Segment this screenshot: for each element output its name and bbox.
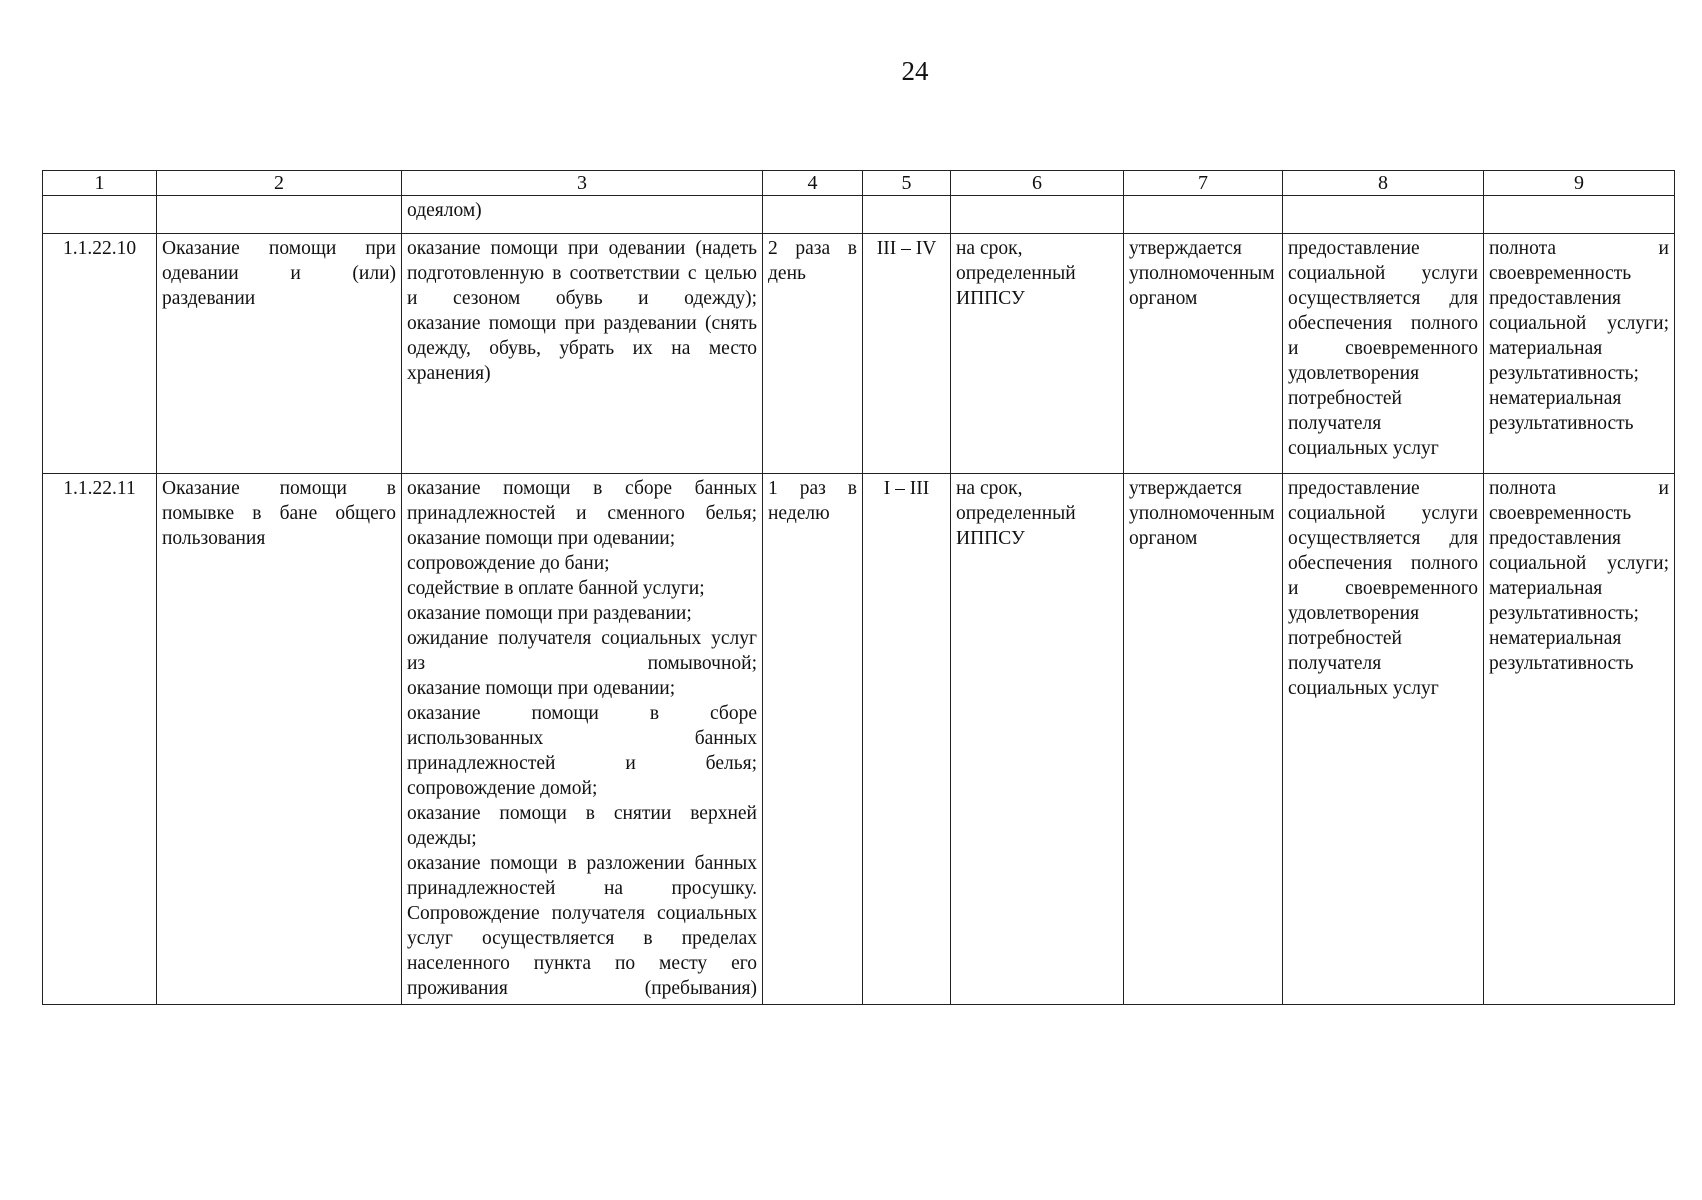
description-line: Сопровождение получателя социальных услуг осуществляется в пределах населенного пункта по месту его проживания (пребывания)	[407, 903, 757, 999]
service-conditions: предоставление социальной услуги осуществляется для обеспечения полного и своевременного удовлетворения потребностей получателя социальных услуг	[1283, 474, 1484, 1005]
tariff-approval: утверждается уполномоченным органом	[1124, 474, 1283, 1005]
table-row	[43, 234, 1675, 474]
service-frequency: 1 раз в неделю	[763, 474, 863, 1005]
service-code: 1.1.22.11	[43, 474, 157, 1005]
description-line: ожидание получателя социальных услуг из помывочной;	[407, 628, 757, 674]
cell-empty	[1124, 196, 1283, 234]
tariff-approval: утверждается уполномоченным органом	[1124, 234, 1283, 474]
cell-empty	[157, 196, 402, 234]
description-line: оказание помощи при раздевании (снять одежду, обувь, убрать их на место хранения)	[407, 313, 757, 384]
cell-empty	[1484, 196, 1675, 234]
recipient-group: III – IV	[863, 234, 951, 474]
description-line: сопровождение до бани;	[407, 553, 610, 574]
service-name: Оказание помощи в помывке в бане общего пользования	[157, 474, 402, 1005]
quality-indicators: полнота и своевременность предоставления социальной услуги; материальная результативность; нематериальная результативность	[1484, 234, 1675, 474]
service-code: 1.1.22.10	[43, 234, 157, 474]
continuation-row	[43, 196, 1675, 234]
cell-empty	[1283, 196, 1484, 234]
service-description	[402, 234, 763, 474]
service-name: Оказание помощи при одевании и (или) раздевании	[157, 234, 402, 474]
description-line: содействие в оплате банной услуги;	[407, 578, 705, 599]
column-number: 1	[43, 171, 157, 196]
description-line: оказание помощи в разложении банных принадлежностей на просушку.	[407, 853, 757, 899]
description-line: оказание помощи при одевании;	[407, 528, 676, 549]
recipient-group: I – III	[863, 474, 951, 1005]
column-number: 6	[951, 171, 1124, 196]
cell-empty	[43, 196, 157, 234]
column-number: 3	[402, 171, 763, 196]
continuation-description: одеялом)	[402, 196, 763, 234]
services-table	[42, 170, 1675, 1005]
column-number: 9	[1484, 171, 1675, 196]
page-number: 24	[901, 56, 929, 86]
cell-empty	[863, 196, 951, 234]
column-number: 8	[1283, 171, 1484, 196]
service-term: на срок, определенный ИППСУ	[951, 474, 1124, 1005]
description-line: оказание помощи в сборе использованных банных принадлежностей и белья;	[407, 703, 757, 774]
service-term: на срок, определенный ИППСУ	[951, 234, 1124, 474]
column-number: 5	[863, 171, 951, 196]
description-line: оказание помощи в снятии верхней одежды;	[407, 803, 757, 849]
column-number: 2	[157, 171, 402, 196]
description-line: оказание помощи в сборе банных принадлежностей и сменного белья;	[407, 478, 757, 524]
description-line: сопровождение домой;	[407, 778, 598, 799]
column-number: 4	[763, 171, 863, 196]
service-description	[402, 474, 763, 1005]
table-row	[43, 474, 1675, 1005]
service-frequency: 2 раза в день	[763, 234, 863, 474]
description-line: оказание помощи при одевании;	[407, 678, 676, 699]
service-conditions: предоставление социальной услуги осуществляется для обеспечения полного и своевременного удовлетворения потребностей получателя социальных услуг	[1283, 234, 1484, 474]
cell-empty	[763, 196, 863, 234]
column-numbers-row	[43, 171, 1675, 196]
cell-empty	[951, 196, 1124, 234]
quality-indicators: полнота и своевременность предоставления социальной услуги; материальная результативность; нематериальная результативность	[1484, 474, 1675, 1005]
description-line: оказание помощи при раздевании;	[407, 603, 692, 624]
column-number: 7	[1124, 171, 1283, 196]
description-line: оказание помощи при одевании (надеть подготовленную в соответствии с целью и сезоном обувь и одежду);	[407, 238, 757, 309]
